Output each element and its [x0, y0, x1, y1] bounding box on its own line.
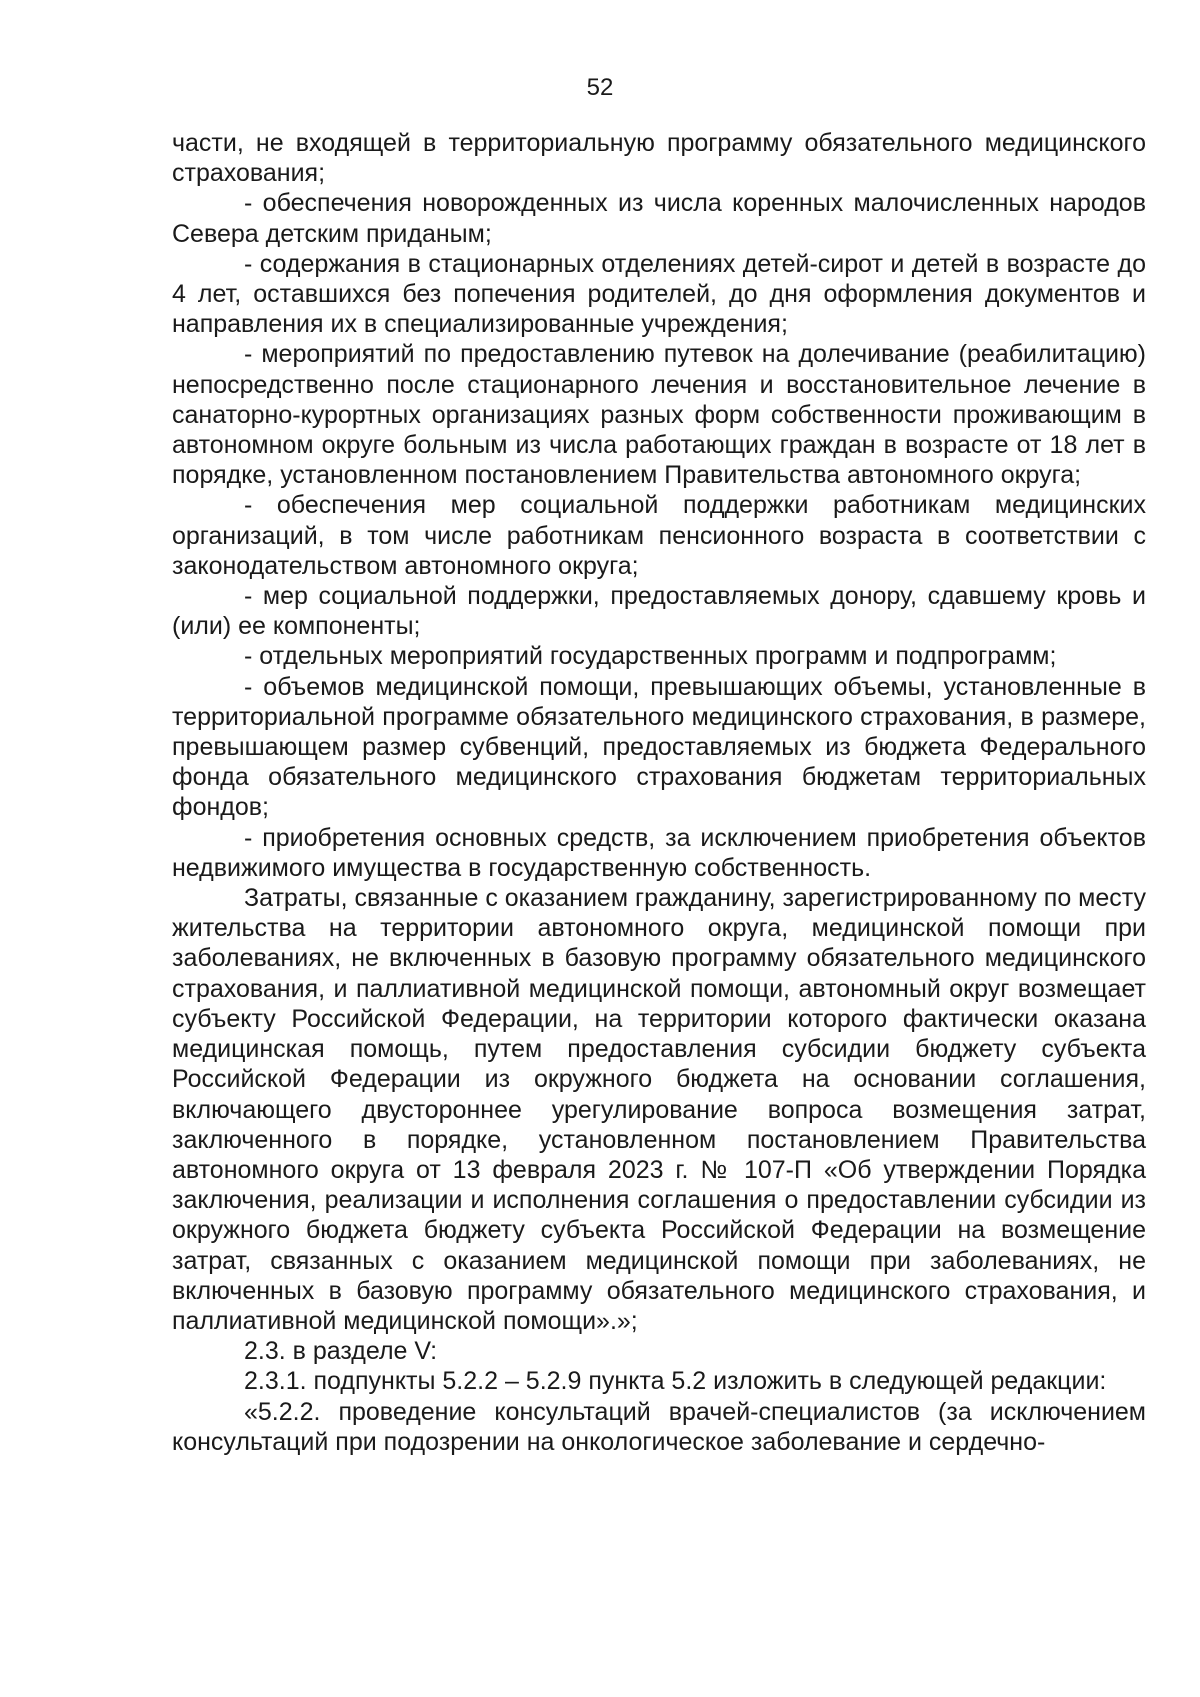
- page-number: 52: [586, 74, 614, 101]
- list-item-excess-volumes: - объемов медицинской помощи, превышающих объемы, установленные в территориальной программе обязательного медицинского страхования, в размере, превышающем размер субвенций, предоставляемых из бюджета Федерального фонда обязательного медицинского страхования бюджетам территориальных фондов;: [172, 672, 1146, 822]
- list-item-state-programs: - отдельных мероприятий государственных программ и подпрограмм;: [244, 642, 1057, 671]
- paragraph-section-5-2-2: «5.2.2. проведение консультаций врачей-специалистов (за исключением консультаций при подозрении на онкологическое заболевание и сердечно-: [172, 1397, 1146, 1456]
- list-item-rehabilitation-vouchers: - мероприятий по предоставлению путевок на долечивание (реабилитацию) непосредственно после стационарного лечения и восстановительное лечение в санаторно-курортных организациях разных форм собственности проживающим в автономном округе больным из числа работающих граждан в возрасте от 18 лет в порядке, установленном постановлением Правительства автономного округа;: [172, 340, 1146, 490]
- paragraph-continuation: части, не входящей в территориальную программу обязательного медицинского страхования;: [172, 129, 1146, 188]
- paragraph-section-2-3: 2.3. в разделе V:: [244, 1337, 438, 1366]
- list-item-newborn-dowry: - обеспечения новорожденных из числа коренных малочисленных народов Севера детским приданым;: [172, 189, 1146, 248]
- document-body: [172, 128, 1146, 1457]
- list-item-orphans-maintenance: - содержания в стационарных отделениях детей-сирот и детей в возрасте до 4 лет, оставшихся без попечения родителей, до дня оформления документов и направления их в специализированные учреждения;: [172, 249, 1146, 339]
- paragraph-section-2-3-1: 2.3.1. подпункты 5.2.2 – 5.2.9 пункта 5.2 изложить в следующей редакции:: [244, 1367, 1107, 1396]
- list-item-fixed-assets: - приобретения основных средств, за исключением приобретения объектов недвижимого имущества в государственную собственность.: [172, 823, 1146, 882]
- list-item-medical-staff-support: - обеспечения мер социальной поддержки работникам медицинских организаций, в том числе работникам пенсионного возраста в соответствии с законодательством автономного округа;: [172, 491, 1146, 580]
- list-item-donor-support: - мер социальной поддержки, предоставляемых донору, сдавшему кровь и (или) ее компоненты;: [172, 582, 1146, 641]
- paragraph-cost-reimbursement: Затраты, связанные с оказанием гражданину, зарегистрированному по месту жительства на территории автономного округа, медицинской помощи при заболеваниях, не включенных в базовую программу обязательного медицинского страхования, и паллиативной медицинской помощи, автономный округ возмещает субъекту Российской Федерации, на территории которого фактически оказана медицинская помощь, путем предоставления субсидии бюджету субъекта Российской Федерации из окружного бюджета на основании соглашения, включающего двустороннее урегулирование вопроса возмещения затрат, заключенного в порядке, установленном постановлением Правительства автономного округа от 13 февраля 2023 г. № 107-П «Об утверждении Порядка заключения, реализации и исполнения соглашения о предоставлении субсидии из окружного бюджета бюджету субъекта Российской Федерации на возмещение затрат, связанных с оказанием медицинской помощи при заболеваниях, не включенных в базовую программу обязательного медицинского страхования, и паллиативной медицинской помощи».»;: [172, 884, 1146, 1335]
